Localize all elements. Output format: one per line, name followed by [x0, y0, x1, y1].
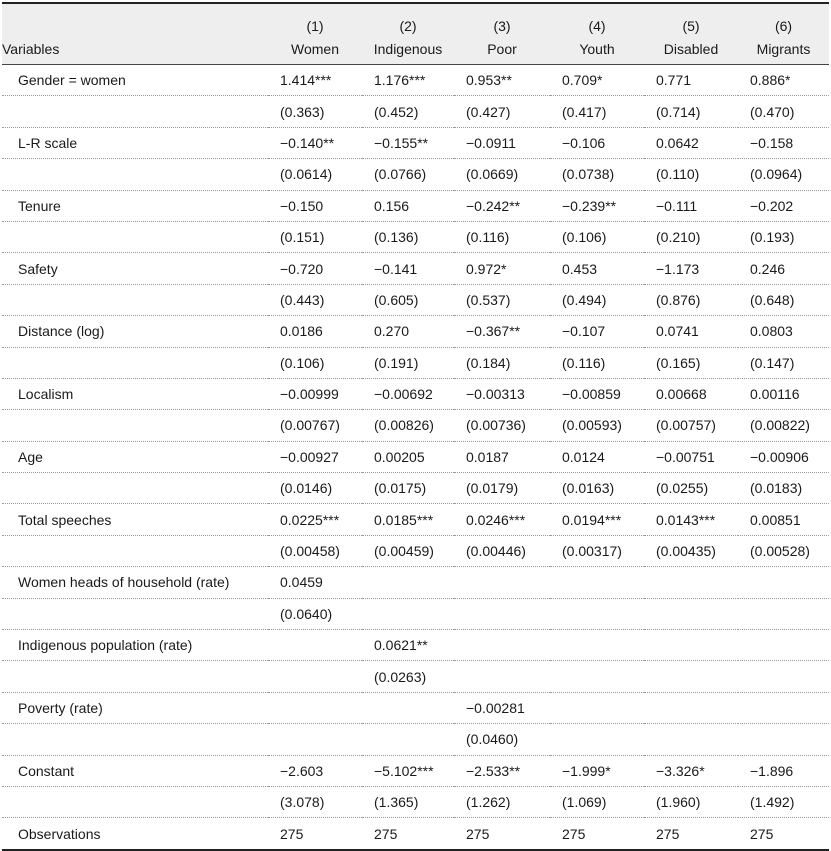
cell-col-3: −0.00281 [454, 692, 550, 723]
row-label [2, 410, 268, 441]
cell-col-5: (0.110) [644, 159, 738, 190]
cell-col-5: 0.0642 [644, 127, 738, 158]
cell-col-6: (0.00528) [738, 535, 829, 566]
cell-col-6 [738, 724, 829, 755]
cell-col-2: −5.102*** [362, 755, 454, 786]
cell-col-1: 0.0459 [268, 567, 362, 598]
cell-col-5: 275 [644, 818, 738, 850]
cell-col-2: (0.00459) [362, 535, 454, 566]
cell-col-3 [454, 661, 550, 692]
cell-col-5 [644, 661, 738, 692]
cell-col-3: (0.0179) [454, 473, 550, 504]
cell-col-3: (0.0460) [454, 724, 550, 755]
row-label [2, 159, 268, 190]
cell-col-2: (0.136) [362, 221, 454, 252]
table-row [2, 441, 829, 472]
table-row-stderr [2, 159, 829, 190]
cell-col-3: −0.367** [454, 316, 550, 347]
cell-col-1: −0.720 [268, 253, 362, 284]
cell-col-6: (0.147) [738, 347, 829, 378]
column-number-4: (4) [550, 3, 644, 34]
cell-col-3: 0.953** [454, 65, 550, 96]
table-row-stderr [2, 221, 829, 252]
header-row-column-names [2, 34, 829, 65]
column-name-5: Disabled [644, 34, 738, 65]
row-label: Indigenous population (rate) [2, 630, 268, 661]
row-label: Localism [2, 378, 268, 409]
table-row [2, 127, 829, 158]
table-row-stderr [2, 598, 829, 629]
cell-col-3: (1.262) [454, 786, 550, 817]
table-row-stderr [2, 535, 829, 566]
table-row-stderr [2, 724, 829, 755]
table-row [2, 692, 829, 723]
cell-col-2: −0.141 [362, 253, 454, 284]
cell-col-4: (0.116) [550, 347, 644, 378]
cell-col-4 [550, 567, 644, 598]
table-row-stderr [2, 284, 829, 315]
cell-col-1: (0.00767) [268, 410, 362, 441]
table-row-stderr [2, 347, 829, 378]
cell-col-6: 0.886* [738, 65, 829, 96]
column-name-3: Poor [454, 34, 550, 65]
cell-col-2: 0.156 [362, 190, 454, 221]
cell-col-5: −3.326* [644, 755, 738, 786]
cell-col-4: −0.107 [550, 316, 644, 347]
cell-col-6: 0.0803 [738, 316, 829, 347]
cell-col-4: (0.417) [550, 96, 644, 127]
cell-col-5: 0.0741 [644, 316, 738, 347]
cell-col-3: −2.533** [454, 755, 550, 786]
table-row [2, 378, 829, 409]
cell-col-2 [362, 724, 454, 755]
cell-col-3 [454, 598, 550, 629]
cell-col-4: 0.0124 [550, 441, 644, 472]
cell-col-5: −0.111 [644, 190, 738, 221]
row-label: Tenure [2, 190, 268, 221]
cell-col-3: 0.972* [454, 253, 550, 284]
cell-col-6: −0.00906 [738, 441, 829, 472]
cell-col-4: (0.106) [550, 221, 644, 252]
cell-col-2 [362, 692, 454, 723]
column-name-2: Indigenous [362, 34, 454, 65]
row-label: Observations [2, 818, 268, 850]
row-label: Women heads of household (rate) [2, 567, 268, 598]
table-row-stderr [2, 786, 829, 817]
row-label [2, 598, 268, 629]
cell-col-1: (0.363) [268, 96, 362, 127]
cell-col-5: (0.165) [644, 347, 738, 378]
cell-col-1 [268, 661, 362, 692]
cell-col-6: 0.246 [738, 253, 829, 284]
table-body [2, 65, 829, 850]
row-label [2, 535, 268, 566]
cell-col-6: 0.00851 [738, 504, 829, 535]
cell-col-2: 1.176*** [362, 65, 454, 96]
column-number-5: (5) [644, 3, 738, 34]
cell-col-5: (0.00757) [644, 410, 738, 441]
cell-col-5 [644, 692, 738, 723]
cell-col-1: −0.00999 [268, 378, 362, 409]
table-row-stderr [2, 96, 829, 127]
cell-col-6: (0.00822) [738, 410, 829, 441]
column-name-6: Migrants [738, 34, 829, 65]
cell-col-3: (0.427) [454, 96, 550, 127]
cell-col-1: −0.00927 [268, 441, 362, 472]
cell-col-6: 275 [738, 818, 829, 850]
cell-col-6: (0.470) [738, 96, 829, 127]
cell-col-2: (1.365) [362, 786, 454, 817]
table-row [2, 253, 829, 284]
cell-col-6: −0.158 [738, 127, 829, 158]
cell-col-6: (0.193) [738, 221, 829, 252]
cell-col-4: −0.239** [550, 190, 644, 221]
column-number-1: (1) [268, 3, 362, 34]
cell-col-2 [362, 598, 454, 629]
cell-col-4 [550, 630, 644, 661]
cell-col-1: −0.140** [268, 127, 362, 158]
cell-col-2: 0.0185*** [362, 504, 454, 535]
table-row [2, 316, 829, 347]
header-blank-cell [2, 3, 268, 34]
table-row-stderr [2, 410, 829, 441]
cell-col-1 [268, 630, 362, 661]
cell-col-6: (0.0964) [738, 159, 829, 190]
cell-col-1: (0.106) [268, 347, 362, 378]
column-name-4: Youth [550, 34, 644, 65]
cell-col-3: (0.116) [454, 221, 550, 252]
cell-col-4: −1.999* [550, 755, 644, 786]
row-label [2, 96, 268, 127]
cell-col-2: (0.191) [362, 347, 454, 378]
cell-col-3: 0.0187 [454, 441, 550, 472]
cell-col-5: 0.00668 [644, 378, 738, 409]
cell-col-4: (1.069) [550, 786, 644, 817]
cell-col-5: (0.714) [644, 96, 738, 127]
row-label [2, 347, 268, 378]
cell-col-6: −1.896 [738, 755, 829, 786]
cell-col-2: (0.605) [362, 284, 454, 315]
regression-table-container [2, 2, 829, 851]
cell-col-3: −0.242** [454, 190, 550, 221]
row-label: Total speeches [2, 504, 268, 535]
cell-col-6 [738, 630, 829, 661]
cell-col-6: (0.648) [738, 284, 829, 315]
cell-col-1: −2.603 [268, 755, 362, 786]
cell-col-6: (0.0183) [738, 473, 829, 504]
cell-col-4: (0.494) [550, 284, 644, 315]
cell-col-5: −1.173 [644, 253, 738, 284]
row-label: L-R scale [2, 127, 268, 158]
row-label [2, 786, 268, 817]
table-row [2, 630, 829, 661]
cell-col-2: (0.452) [362, 96, 454, 127]
cell-col-1: (0.0640) [268, 598, 362, 629]
table-row-stderr [2, 661, 829, 692]
column-number-3: (3) [454, 3, 550, 34]
cell-col-3: (0.537) [454, 284, 550, 315]
cell-col-2: 0.0621** [362, 630, 454, 661]
cell-col-1: (0.00458) [268, 535, 362, 566]
row-label: Constant [2, 755, 268, 786]
cell-col-1: (0.0146) [268, 473, 362, 504]
cell-col-5: (1.960) [644, 786, 738, 817]
row-label [2, 661, 268, 692]
column-number-6: (6) [738, 3, 829, 34]
column-name-1: Women [268, 34, 362, 65]
cell-col-3: (0.0669) [454, 159, 550, 190]
row-label: Poverty (rate) [2, 692, 268, 723]
cell-col-5: 0.771 [644, 65, 738, 96]
row-label: Gender = women [2, 65, 268, 96]
row-label [2, 284, 268, 315]
table-row [2, 65, 829, 96]
cell-col-1: −0.150 [268, 190, 362, 221]
row-label: Age [2, 441, 268, 472]
cell-col-3: (0.00446) [454, 535, 550, 566]
cell-col-1: 1.414*** [268, 65, 362, 96]
cell-col-3: 275 [454, 818, 550, 850]
cell-col-4: 0.453 [550, 253, 644, 284]
cell-col-5: (0.876) [644, 284, 738, 315]
cell-col-4 [550, 724, 644, 755]
table-row [2, 567, 829, 598]
cell-col-6 [738, 567, 829, 598]
cell-col-3: (0.184) [454, 347, 550, 378]
cell-col-4: (0.00593) [550, 410, 644, 441]
cell-col-6: 0.00116 [738, 378, 829, 409]
cell-col-6: (1.492) [738, 786, 829, 817]
cell-col-4: 275 [550, 818, 644, 850]
cell-col-4: −0.106 [550, 127, 644, 158]
cell-col-3 [454, 567, 550, 598]
cell-col-2: −0.00692 [362, 378, 454, 409]
cell-col-2: 0.00205 [362, 441, 454, 472]
cell-col-1: (0.151) [268, 221, 362, 252]
cell-col-2: −0.155** [362, 127, 454, 158]
cell-col-3: (0.00736) [454, 410, 550, 441]
cell-col-5: 0.0143*** [644, 504, 738, 535]
cell-col-3: 0.0246*** [454, 504, 550, 535]
cell-col-1: (3.078) [268, 786, 362, 817]
cell-col-6 [738, 692, 829, 723]
cell-col-4 [550, 661, 644, 692]
row-label [2, 473, 268, 504]
cell-col-4 [550, 692, 644, 723]
cell-col-3 [454, 630, 550, 661]
cell-col-1: 0.0186 [268, 316, 362, 347]
cell-col-5: −0.00751 [644, 441, 738, 472]
table-row [2, 818, 829, 850]
cell-col-2 [362, 567, 454, 598]
table-header [2, 3, 829, 65]
cell-col-5 [644, 567, 738, 598]
cell-col-3: −0.00313 [454, 378, 550, 409]
cell-col-5: (0.0255) [644, 473, 738, 504]
cell-col-4: 0.709* [550, 65, 644, 96]
cell-col-1: 275 [268, 818, 362, 850]
cell-col-5 [644, 630, 738, 661]
row-label: Distance (log) [2, 316, 268, 347]
cell-col-2: (0.0766) [362, 159, 454, 190]
cell-col-2: (0.0263) [362, 661, 454, 692]
cell-col-1: (0.443) [268, 284, 362, 315]
header-row-column-numbers [2, 3, 829, 34]
row-label: Safety [2, 253, 268, 284]
cell-col-2: (0.0175) [362, 473, 454, 504]
column-number-2: (2) [362, 3, 454, 34]
cell-col-5 [644, 598, 738, 629]
cell-col-4: 0.0194*** [550, 504, 644, 535]
variables-header: Variables [2, 34, 268, 65]
cell-col-1 [268, 724, 362, 755]
cell-col-5 [644, 724, 738, 755]
cell-col-4: (0.00317) [550, 535, 644, 566]
cell-col-4: (0.0738) [550, 159, 644, 190]
cell-col-4: (0.0163) [550, 473, 644, 504]
row-label [2, 724, 268, 755]
cell-col-2: 275 [362, 818, 454, 850]
cell-col-5: (0.00435) [644, 535, 738, 566]
cell-col-4: −0.00859 [550, 378, 644, 409]
cell-col-4 [550, 598, 644, 629]
cell-col-1: (0.0614) [268, 159, 362, 190]
cell-col-6: −0.202 [738, 190, 829, 221]
table-row-stderr [2, 473, 829, 504]
regression-table [2, 2, 829, 851]
cell-col-2: (0.00826) [362, 410, 454, 441]
cell-col-2: 0.270 [362, 316, 454, 347]
cell-col-1 [268, 692, 362, 723]
row-label [2, 221, 268, 252]
table-row [2, 190, 829, 221]
cell-col-6 [738, 661, 829, 692]
cell-col-6 [738, 598, 829, 629]
cell-col-3: −0.0911 [454, 127, 550, 158]
table-row [2, 755, 829, 786]
cell-col-1: 0.0225*** [268, 504, 362, 535]
cell-col-5: (0.210) [644, 221, 738, 252]
table-row [2, 504, 829, 535]
